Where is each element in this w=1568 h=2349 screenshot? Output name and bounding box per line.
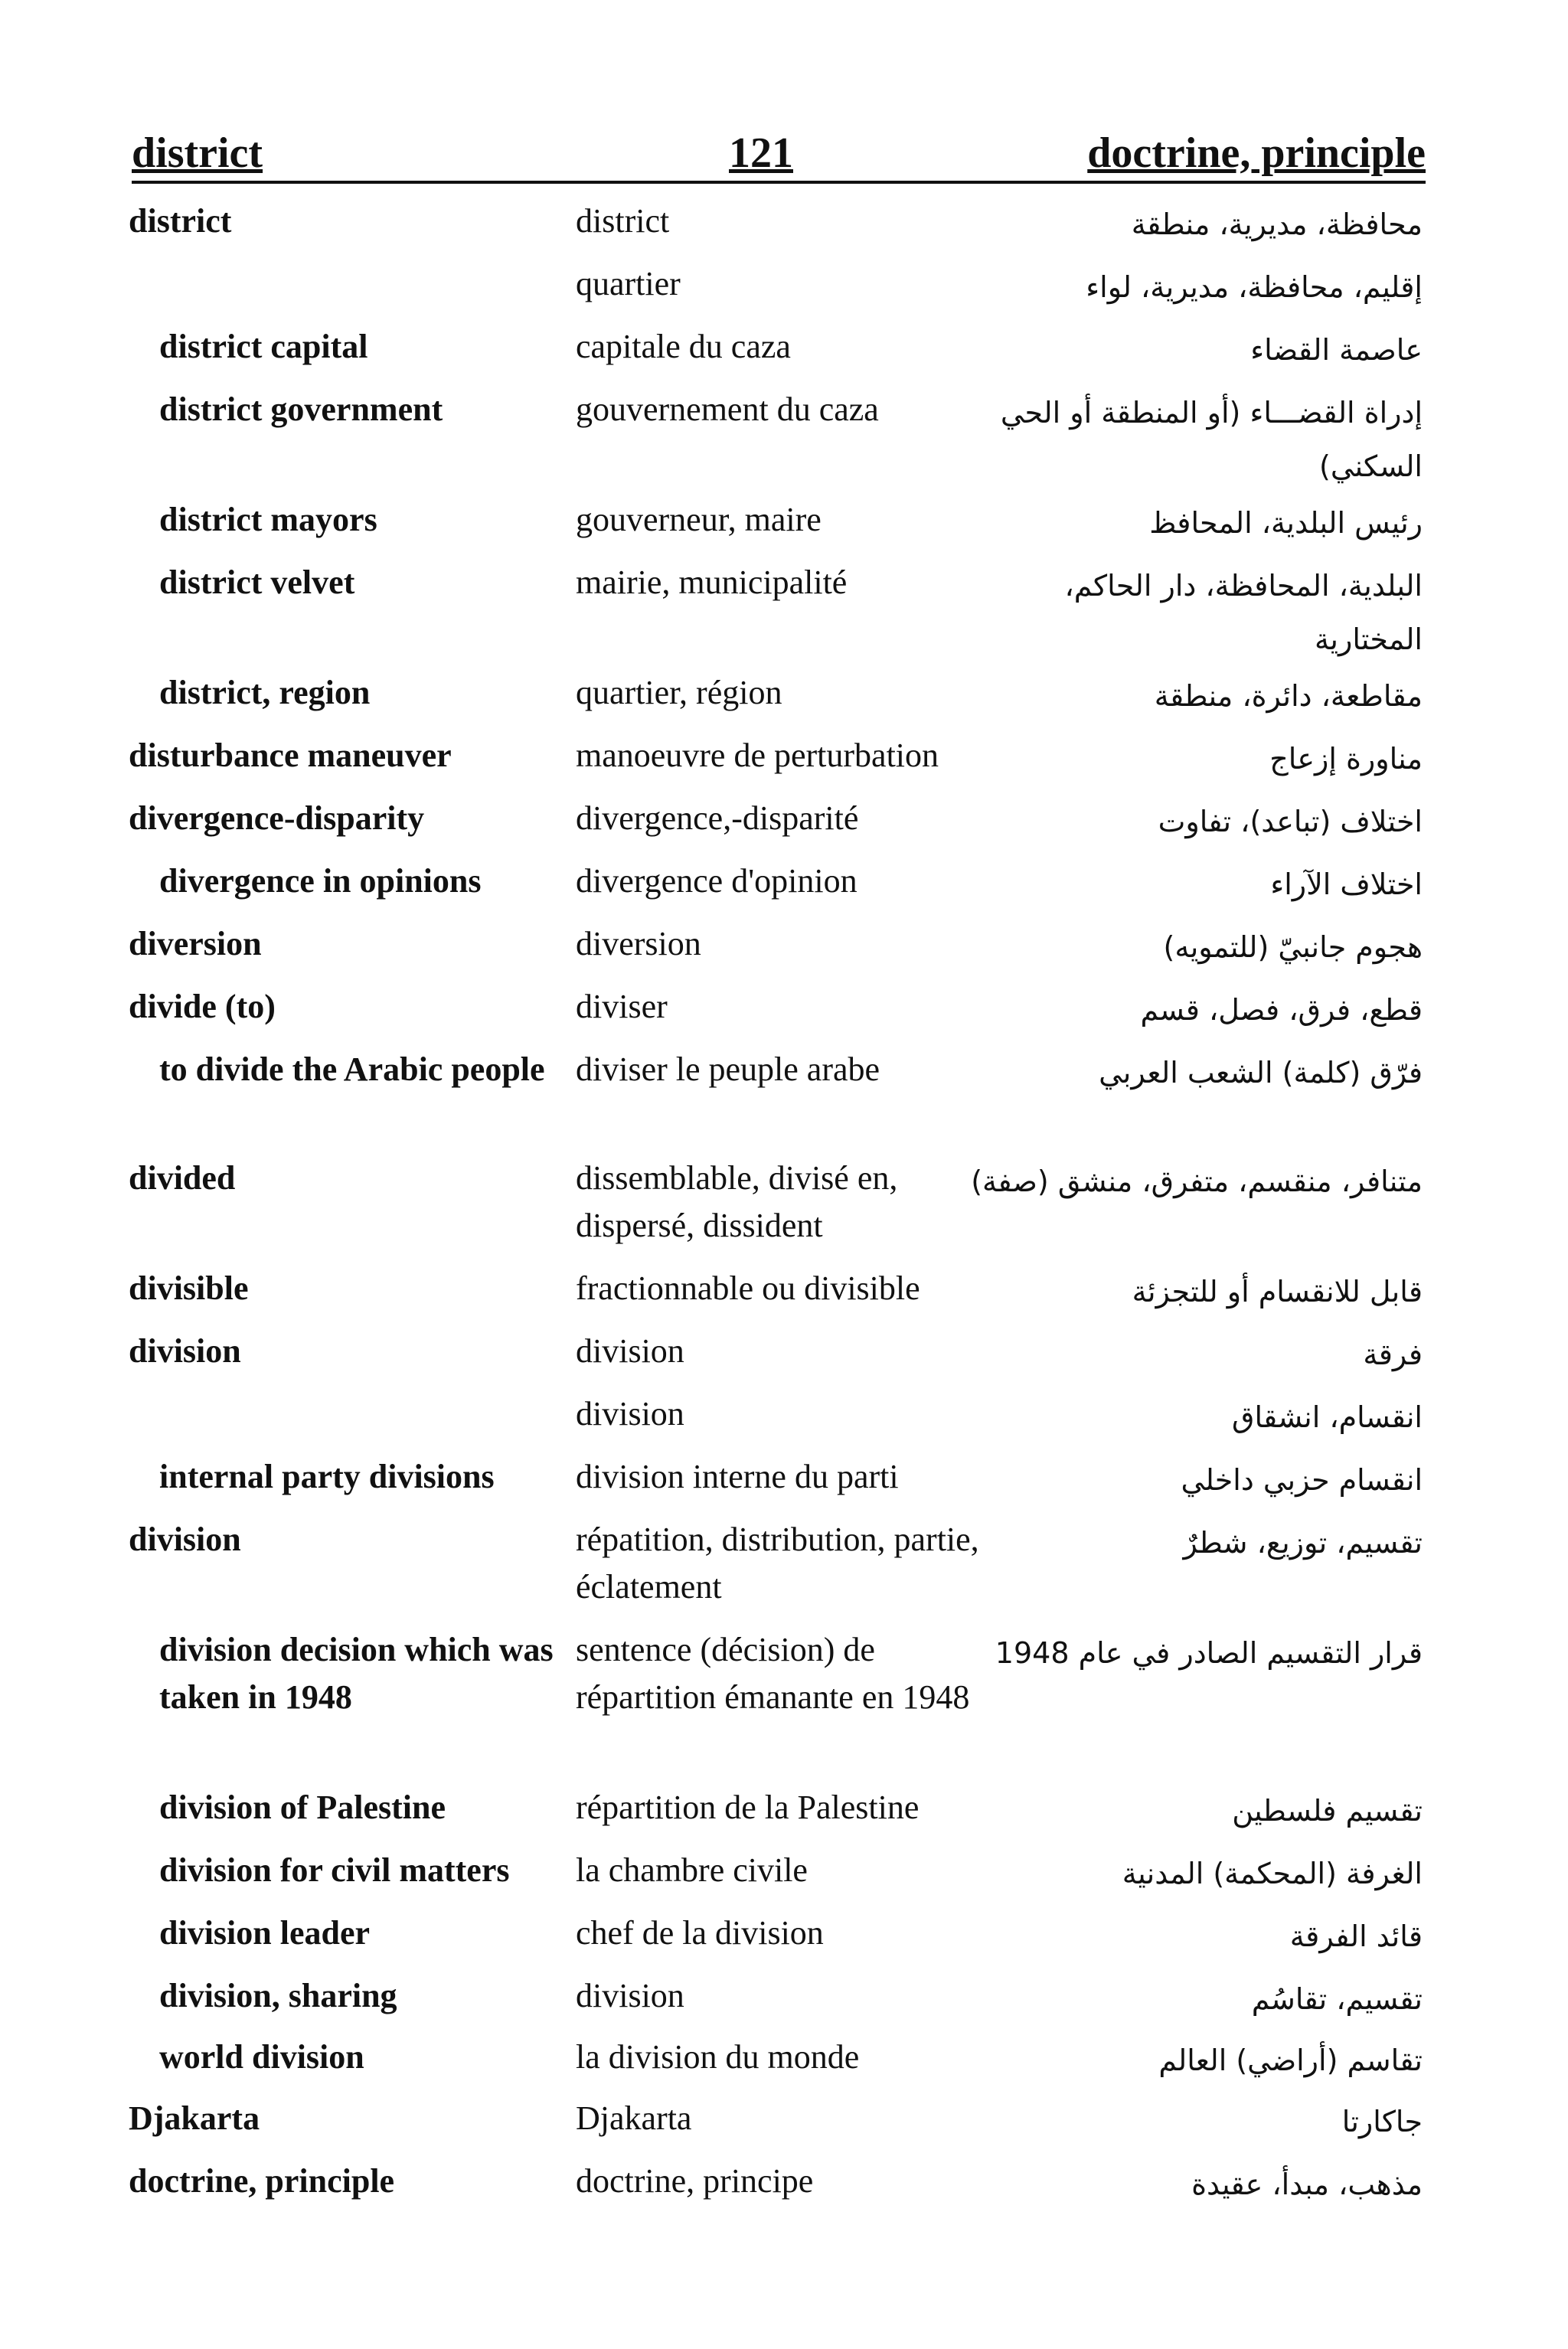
entry-english: district, region [159,674,371,711]
entry-english: doctrine, principle [129,2162,395,2200]
entry-french: division [576,1977,684,2014]
entry-english: Djakarta [129,2099,260,2137]
entry-french: divergence,-disparité [576,799,859,837]
entry-french: la chambre civile [576,1851,808,1889]
entry-arabic: اختلاف الآراء [1270,867,1423,901]
entry-english: division, sharing [159,1977,397,2014]
entry-arabic: تقسيم، تقاسُم [1251,1982,1423,2016]
entry-french: quartier [576,265,681,302]
entry-french: dissemblable, divisé en, dispersé, dissident [576,1159,898,1244]
entry-arabic: البلدية، المحافظة، دار الحاكم، المختارية [1064,569,1423,656]
entry-arabic: إدراة القضـــاء (أو المنطقة أو الحي السكني) [1000,396,1423,483]
entry-arabic: عاصمة القضاء [1250,333,1423,367]
entry-arabic: مناورة إزعاج [1269,742,1423,776]
entry-arabic: انقسام، انشقاق [1231,1400,1423,1434]
entry-arabic: فرقة [1363,1338,1423,1371]
entry-english: district mayors [159,501,377,538]
entry-english: divide (to) [129,988,276,1025]
header-first-word: district [132,129,263,177]
entry-english: district velvet [159,564,355,601]
entry-english: division decision which was taken in 1948 [159,1631,554,1716]
entry-english: division of Palestine [159,1789,446,1826]
entry-french: mairie, municipalité [576,564,848,601]
entry-arabic: قائد الفرقة [1289,1919,1423,1953]
entry-french: manoeuvre de perturbation [576,737,939,774]
entry-french: quartier, région [576,674,782,711]
entry-english: district government [159,390,443,428]
entry-arabic: قرار التقسيم الصادر في عام 1948 [995,1636,1423,1670]
entry-french: division [576,1395,684,1433]
entry-english: division [129,1521,241,1558]
entry-french: chef de la division [576,1914,824,1952]
entry-english: to divide the Arabic people [159,1050,545,1088]
entry-arabic: تقاسم (أراضي) العالم [1158,2044,1423,2077]
entry-arabic: متنافر، منقسم، متفرق، منشق (صفة) [971,1165,1423,1198]
entry-arabic: اختلاف (تباعد)، تفاوت [1158,805,1423,838]
entry-french: capitale du caza [576,328,791,365]
entry-arabic: إقليم، محافظة، مديرية، لواء [1086,270,1423,304]
entry-french: diviser le peuple arabe [576,1050,880,1088]
entry-arabic: انقسام حزبي داخلي [1181,1463,1423,1497]
entry-english: division [129,1332,241,1370]
entry-french: divergence d'opinion [576,862,858,900]
entry-english: divergence-disparity [129,799,425,837]
entry-english: division for civil matters [159,1851,510,1889]
entry-arabic: محافظة، مديرية، منطقة [1131,207,1423,241]
entry-arabic: تقسيم فلسطين [1232,1794,1423,1828]
page-number: 121 [729,129,793,177]
entry-arabic: تقسيم، توزيع، شطرٌ [1183,1526,1423,1560]
entry-english: division leader [159,1914,371,1952]
entry-french: sentence (décision) de répartition émanante en 1948 [576,1631,970,1716]
entry-french: répatition, distribution, partie, éclatement [576,1521,979,1606]
entry-english: disturbance maneuver [129,737,452,774]
entry-french: doctrine, principe [576,2162,814,2200]
entry-english: divisible [129,1269,249,1307]
entry-arabic: فرّق (كلمة) الشعب العربي [1099,1056,1423,1090]
entry-french: gouverneur, maire [576,501,822,538]
entry-english: district capital [159,328,368,365]
header-last-word: doctrine, principle [1087,129,1426,177]
entry-arabic: جاكارتا [1341,2105,1423,2138]
entry-french: division interne du parti [576,1458,899,1495]
entry-arabic: قابل للانقسام أو للتجزئة [1132,1275,1423,1308]
entry-french: diviser [576,988,668,1025]
entry-french: division [576,1332,684,1370]
entry-english: world division [159,2038,364,2076]
entry-english: divided [129,1159,236,1197]
entry-french: diversion [576,925,701,962]
entry-arabic: الغرفة (المحكمة) المدنية [1122,1857,1423,1890]
entry-french: Djakarta [576,2099,692,2137]
entry-english: divergence in opinions [159,862,482,900]
entry-arabic: رئيس البلدية، المحافظ [1149,506,1423,540]
entry-french: répartition de la Palestine [576,1789,920,1826]
entry-arabic: قطع، فرق، فصل، قسم [1140,993,1423,1027]
entry-french: fractionnable ou divisible [576,1269,920,1307]
entry-english: diversion [129,925,262,962]
entry-arabic: مقاطعة، دائرة، منطقة [1154,679,1423,713]
entry-arabic: هجوم جانبيّ (للتمويه) [1163,930,1423,964]
entry-english: district [129,202,232,240]
entry-arabic: مذهب، مبدأ، عقيدة [1191,2168,1423,2201]
entry-english: internal party divisions [159,1458,495,1495]
entry-french: district [576,202,670,240]
entry-french: gouvernement du caza [576,390,879,428]
entry-french: la division du monde [576,2038,860,2076]
